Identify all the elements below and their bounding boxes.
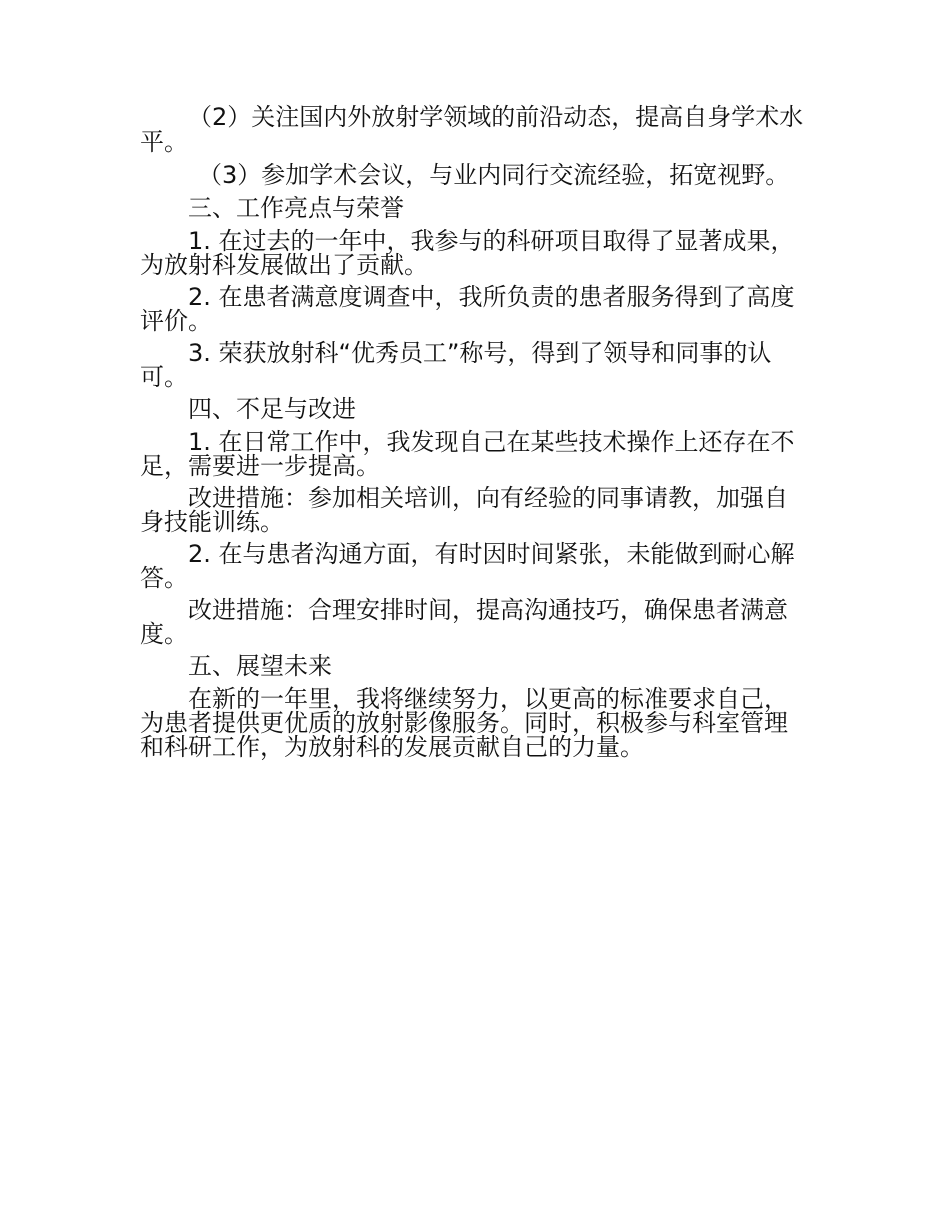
paragraph-shortcoming-technical: 1. 在日常工作中，我发现自己在某些技术操作上还存在不足，需要进一步提高。 — [140, 428, 795, 480]
paragraph-highlight-award: 3. 荣获放射科“优秀员工”称号，得到了领导和同事的认可。 — [140, 339, 772, 391]
paragraph-outlook: 在新的一年里，我将继续努力，以更高的标准要求自己，为患者提供更优质的放射影像服务。同时，积极参与科室管理和科研工作，为放射科的发展贡献自己的力量。 — [140, 685, 788, 761]
section-heading-highlights: 三、工作亮点与荣誉 — [188, 194, 404, 222]
paragraph-highlight-research: 1. 在过去的一年中，我参与的科研项目取得了显著成果，为放射科发展做出了贡献。 — [140, 227, 795, 279]
paragraph-improvement-training: 改进措施：参加相关培训，向有经验的同事请教，加强自身技能训练。 — [140, 484, 788, 536]
section-heading-shortcomings: 四、不足与改进 — [188, 395, 356, 423]
paragraph-follow-research-trends: （2）关注国内外放射学领域的前沿动态，提高自身学术水平。 — [140, 103, 804, 156]
paragraph-attend-conferences: （3）参加学术会议，与业内同行交流经验，拓宽视野。 — [198, 161, 790, 189]
paragraph-highlight-satisfaction: 2. 在患者满意度调查中，我所负责的患者服务得到了高度评价。 — [140, 283, 795, 335]
section-heading-outlook: 五、展望未来 — [188, 652, 332, 680]
paragraph-improvement-communication: 改进措施：合理安排时间，提高沟通技巧，确保患者满意度。 — [140, 596, 788, 648]
paragraph-shortcoming-communication: 2. 在与患者沟通方面，有时因时间紧张，未能做到耐心解答。 — [140, 540, 795, 592]
document-body — [140, 105, 810, 767]
